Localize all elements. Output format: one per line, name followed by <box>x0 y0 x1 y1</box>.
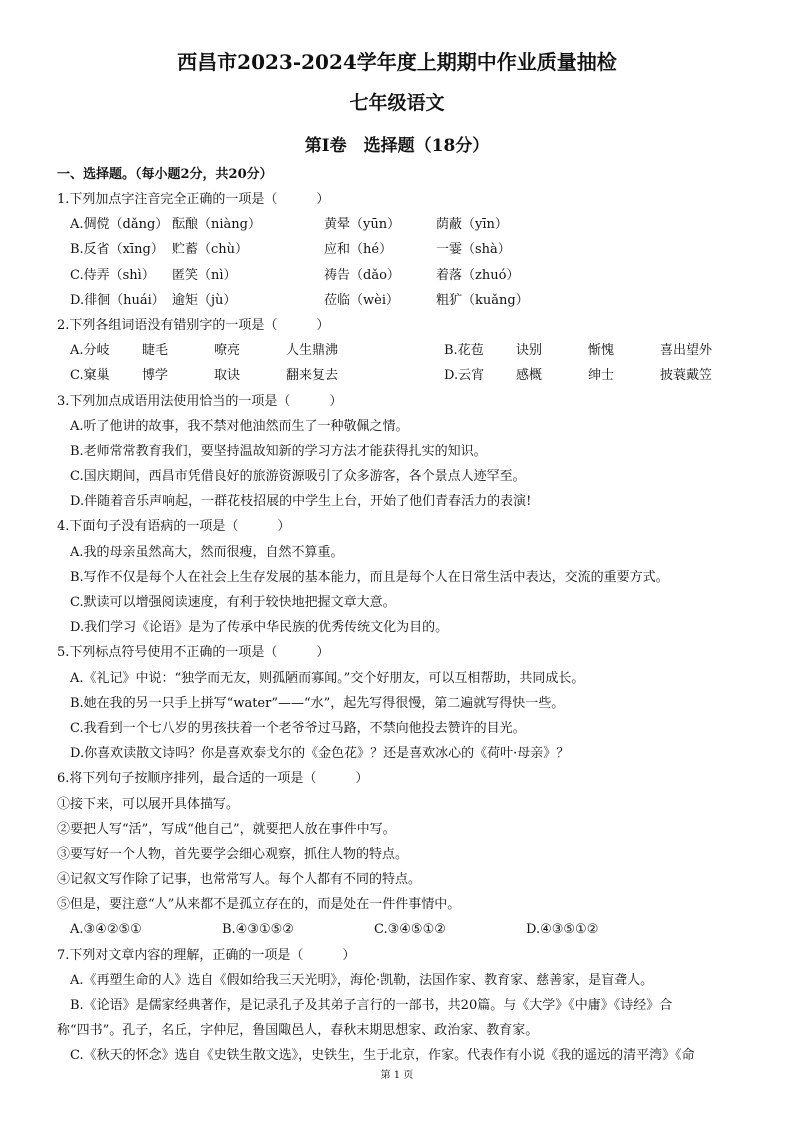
question-3-option-a: A.听了他讲的故事，我不禁对他油然而生了一种敬佩之情。 <box>70 418 409 434</box>
question-7-stem: 7.下列对文章内容的理解，正确的一项是（ ） <box>57 947 356 963</box>
question-2-stem: 2.下列各组词语没有错别字的一项是（ ） <box>57 317 330 333</box>
q6-choice-a: A.③④②⑤① <box>70 922 142 938</box>
question-2-row-cd <box>57 363 747 388</box>
q6-choice-b: B.④③①⑤② <box>222 922 294 938</box>
q2-r1-6: 诀别 <box>516 343 543 359</box>
q2-r1-4: 人生鼎沸 <box>286 343 339 359</box>
question-5-option-a: A.《礼记》中说：“独学而无友，则孤陋而寡闻。”交个好朋友，可以互相帮助，共同成长。 <box>70 670 585 686</box>
question-6-choices <box>57 917 747 942</box>
q1-b-1: B.反省（xīng） <box>70 242 164 258</box>
q1-c-2: 匿笑（nì） <box>172 267 237 283</box>
exam-title: 西昌市2023-2024学年度上期期中作业质量抽检 <box>177 50 617 74</box>
subject-title: 七年级语文 <box>349 92 445 114</box>
q2-r2-6: 感概 <box>516 368 543 384</box>
question-3-option-d: D.伴随着音乐声响起，一群花枝招展的中学生上台，开始了他们青春活力的表演! <box>70 494 532 510</box>
question-1-row-a <box>57 212 747 237</box>
question-7-option-a: A.《再塑生命的人》选自《假如给我三天光明》，海伦·凯勒，法国作家、教育家、慈善家，是盲聋人。 <box>70 972 654 988</box>
question-5-option-b: B.她在我的另一只手上拼写“water”——“水”，起先写得很慢，第二遍就写得快一些。 <box>70 695 565 711</box>
q2-r2-4: 翻来复去 <box>286 368 339 384</box>
question-6-sentence-2: ②要把人写“活”，写成“他自己”，就要把人放在事件中写。 <box>57 821 396 837</box>
q1-d-3: 莅临（wèi） <box>324 292 399 308</box>
q1-a-3: 黄晕（yūn） <box>324 217 401 233</box>
question-6-sentence-5: ⑤但是，要注意“人”从来都不是孤立存在的，而是处在一件件事情中。 <box>57 897 461 913</box>
q2-r1-3: 嘹亮 <box>214 343 241 359</box>
question-6-sentence-4: ④记叙文写作除了记事，也常常写人。每个人都有不同的特点。 <box>57 872 422 888</box>
question-1-row-d <box>57 288 747 313</box>
question-3-option-b: B.老师常常教育我们，要坚持温故知新的学习方法才能获得扎实的知识。 <box>70 443 487 459</box>
question-3-option-c: C.国庆期间，西昌市凭借良好的旅游资源吸引了众多游客，各个景点人迹罕至。 <box>70 469 526 485</box>
page-number: 第 1 页 <box>380 1070 414 1081</box>
q2-r1-1: A.分岐 <box>70 343 110 359</box>
question-7-option-c: C.《秋天的怀念》选自《史铁生散文选》，史铁生，生于北京，作家。代表作有小说《我的遥远的清平湾》《命 <box>70 1048 695 1064</box>
volume-title: 第Ⅰ卷 选择题（18分） <box>304 136 490 156</box>
section-heading: 一、选择题。（每小题2分，共20分） <box>57 167 273 182</box>
q1-c-4: 着落（zhuó） <box>436 267 520 283</box>
q2-r2-1: C.窠巢 <box>70 368 110 384</box>
question-5-option-d: D.你喜欢读散文诗吗？你是喜欢泰戈尔的《金色花》？还是喜欢冰心的《荷叶·母亲》？ <box>70 746 570 762</box>
q1-c-3: 祷告（dǎo） <box>324 267 400 283</box>
exam-content <box>57 163 747 1069</box>
question-4-option-b: B.写作不仅是每个人在社会上生存发展的基本能力，而且是每个人在日常生活中表达，交流的重要方式。 <box>70 569 669 585</box>
q1-d-1: D.徘徊（huái） <box>70 292 165 308</box>
q1-a-2: 酝酿（niàng） <box>172 217 261 233</box>
q6-choice-c: C.③④⑤①② <box>374 922 446 938</box>
question-6-stem: 6.将下列句子按顺序排列，最合适的一项是（ ） <box>57 771 369 787</box>
question-3-stem: 3.下列加点成语用法使用恰当的一项是（ ） <box>57 393 343 409</box>
q2-r1-2: 睫毛 <box>142 343 169 359</box>
q2-r2-7: 绅士 <box>588 368 615 384</box>
question-4-option-a: A.我的母亲虽然高大，然而很瘦，自然不算重。 <box>70 544 344 560</box>
q2-r2-2: 博学 <box>142 368 169 384</box>
question-4-option-c: C.默读可以增强阅读速度，有利于较快地把握文章大意。 <box>70 595 396 610</box>
q1-d-4: 粗犷（kuǎng） <box>436 292 529 308</box>
q2-r1-5: B.花苞 <box>444 343 484 359</box>
q1-c-1: C.侍弄（shì） <box>70 267 155 283</box>
q1-b-3: 应和（hé） <box>324 242 393 258</box>
q1-d-2: 逾矩（jù） <box>172 292 237 308</box>
question-1-stem: 1.下列加点字注音完全正确的一项是（ ） <box>57 192 330 207</box>
q1-a-4: 荫蔽（yīn） <box>436 217 508 233</box>
question-4-option-d: D.我们学习《论语》是为了传承中华民族的优秀传统文化为目的。 <box>70 620 449 636</box>
question-1-row-b <box>57 237 747 262</box>
question-4-stem: 4.下面句子没有语病的一项是（ ） <box>57 519 291 535</box>
q1-a-1: A.倜傥（dǎng） <box>70 217 169 233</box>
question-6-sentence-1: ①接下来，可以展开具体描写。 <box>57 796 240 812</box>
question-7-option-b: B.《论语》是儒家经典著作，是记录孔子及其弟子言行的一部书，共20篇。与《大学》《中庸》《诗经》合 <box>70 998 673 1013</box>
q2-r2-5: D.云宵 <box>444 368 485 384</box>
q2-r1-7: 惭愧 <box>588 343 615 359</box>
question-1-row-c <box>57 263 747 288</box>
q2-r2-3: 取诀 <box>214 368 241 384</box>
question-5-option-c: C.我看到一个七八岁的男孩扶着一个老爷爷过马路，不禁向他投去赞许的目光。 <box>70 720 526 736</box>
question-7-option-b-continued: 称“四书”。孔子，名丘，字仲尼，鲁国陬邑人，春秋末期思想家、政治家、教育家。 <box>57 1023 539 1039</box>
question-2-row-ab <box>57 338 747 363</box>
q2-r1-8: 喜出望外 <box>660 343 713 359</box>
question-5-stem: 5.下列标点符号使用不正确的一项是（ ） <box>57 645 330 661</box>
question-6-sentence-3: ③要写好一个人物，首先要学会细心观察，抓住人物的特点。 <box>57 846 409 862</box>
q1-b-4: 一霎（shà） <box>436 242 511 258</box>
q1-b-2: 贮蓄（chù） <box>172 242 249 258</box>
q6-choice-d: D.④③⑤①② <box>526 922 599 938</box>
q2-r2-8: 披蓑戴笠 <box>660 368 713 384</box>
